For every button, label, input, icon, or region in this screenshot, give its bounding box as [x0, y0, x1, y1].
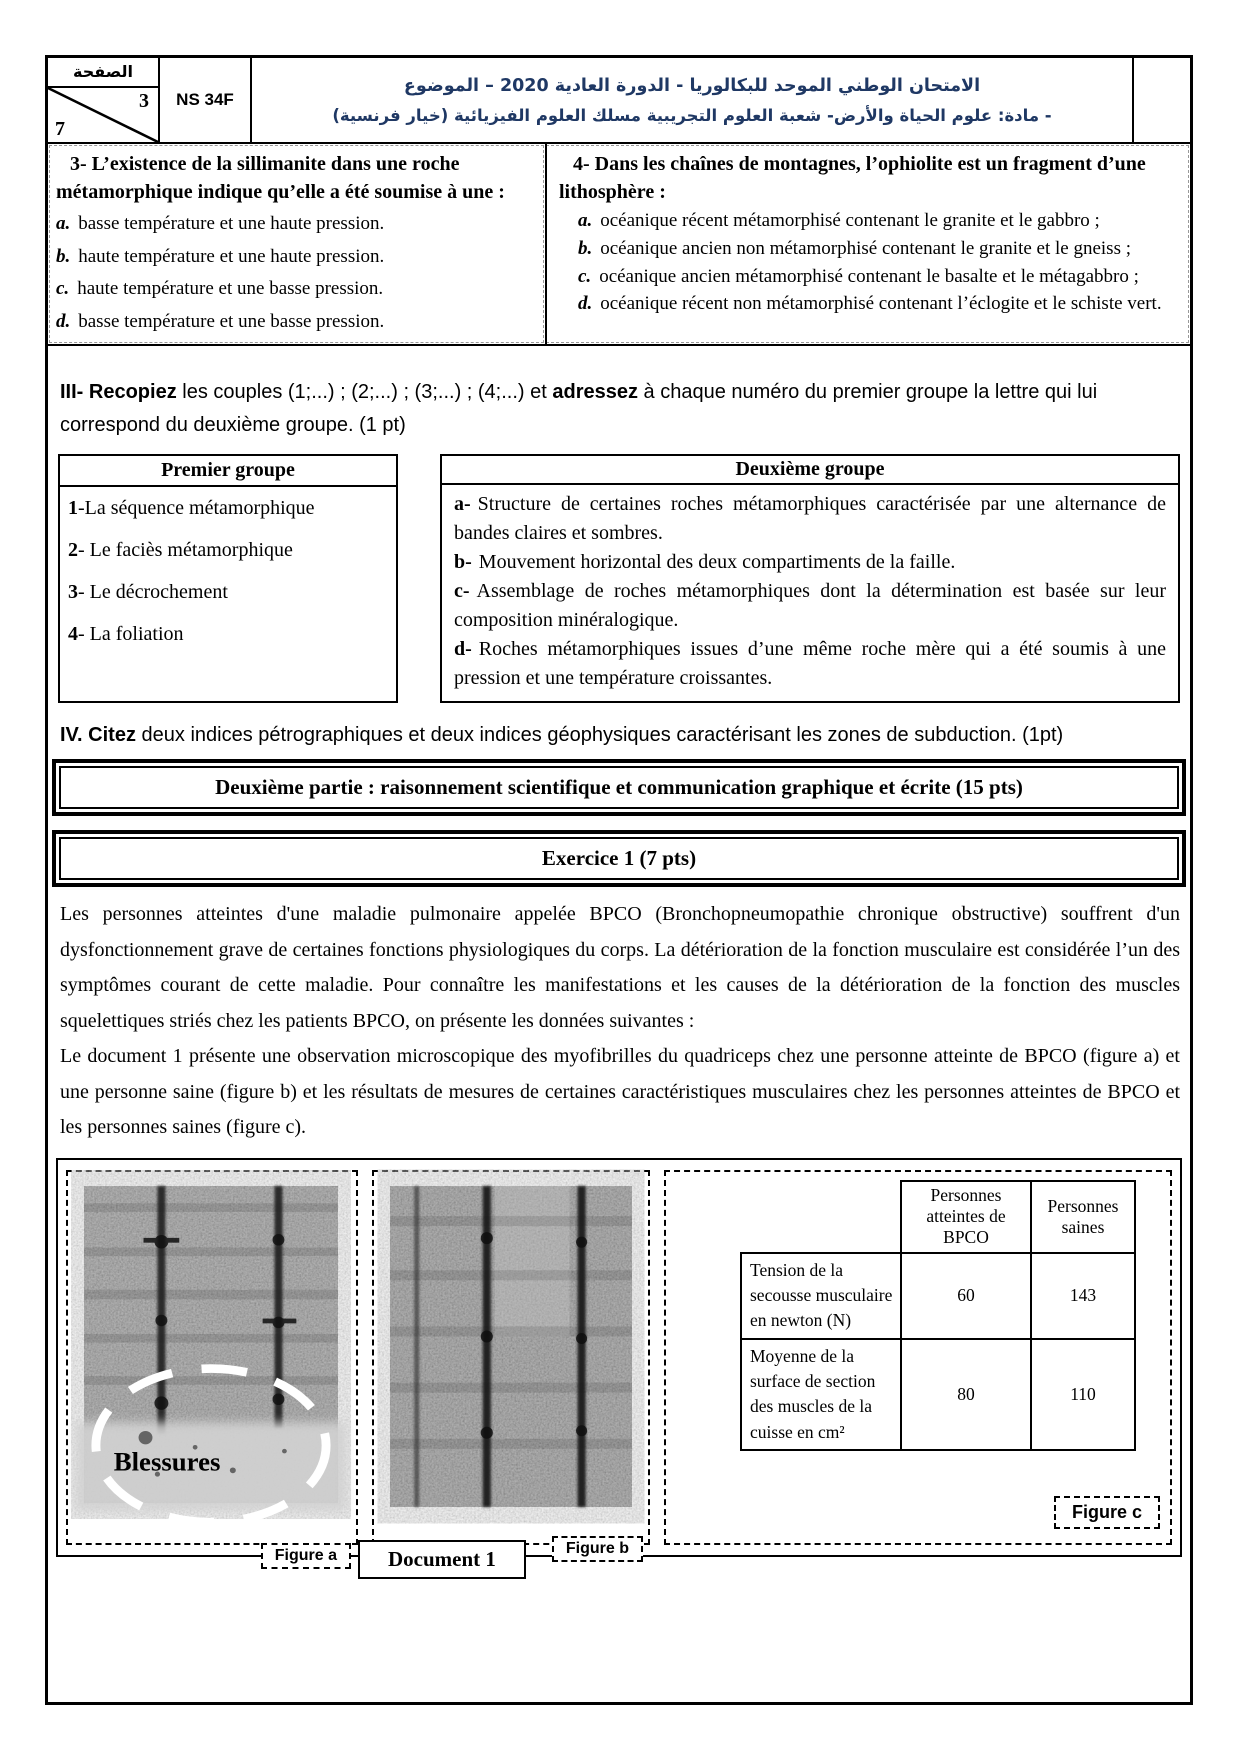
figure-b-image — [390, 1186, 632, 1507]
document-1 — [56, 1158, 1182, 1571]
column-header-saines: Personnes saines — [1031, 1181, 1135, 1253]
group1-body — [60, 487, 396, 671]
figure-a-image — [84, 1186, 338, 1503]
figure-c-tag: Figure c — [1054, 1496, 1160, 1529]
table-row — [741, 1339, 1135, 1451]
question-3-option-d: d. basse température et une basse pression. — [56, 310, 385, 332]
exam-title-line2: - مادة: علوم الحياة والأرض- شعبة العلوم التجريبية مسلك العلوم الفيزيائية (خيار فرنسية) — [332, 105, 1052, 125]
exercise1-banner-text: Exercice 1 (7 pts) — [59, 837, 1179, 880]
question-4-option-d: d. océanique récent non métamorphisé contenant l’éclogite et le schiste vert. — [578, 293, 1162, 315]
figure-a-tag: Figure a — [261, 1543, 351, 1569]
question-4 — [545, 144, 1190, 344]
section-3-instruction: III- Recopiez les couples (1;...) ; (2;...) ; (3;...) ; (4;...) et adressez à chaque numéro du premier groupe la lettre qui lui correspond du deuxième groupe. (1 pt) — [60, 381, 1098, 436]
group2-item: b- Mouvement horizontal des deux compartiments de la faille. — [454, 551, 956, 573]
group2-item: c- Assemblage de roches métamorphiques dont la détermination est basée sur leur composition minéralogique. — [454, 580, 1166, 631]
group2-item: d- Roches métamorphiques issues d’une même roche mère qui a été soumis à une pression et une température croissantes. — [454, 638, 1166, 689]
group1-item: 4- La foliation — [68, 623, 184, 645]
group1-header: Premier groupe — [60, 456, 396, 487]
group1-item: 2- Le faciès métamorphique — [68, 539, 293, 561]
qcm-section — [48, 144, 1190, 346]
group2-body — [442, 485, 1178, 701]
exercise1-paragraph-1: Les personnes atteintes d'une maladie pulmonaire appelée BPCO (Bronchopneumopathie chronique obstructive) souffrent d'un dysfonctionnement grave de certaines fonctions physiologiques du corps. La détérioration de la fonction musculaire est considérée l’un des symptômes courant de cette maladie. Pour connaître les manifestations et les causes de la détérioration de la fonction des muscles squelettiques striés chez les patients BPCO, on présente les données suivantes : — [60, 903, 1180, 1032]
page-number-cell — [48, 58, 160, 142]
value-surface-bpco: 80 — [901, 1339, 1031, 1451]
question-4-option-c: c. océanique ancien métamorphisé contenant le basalte et le métagabbro ; — [578, 265, 1139, 287]
row-label-surface: Moyenne de la surface de section des muscles de la cuisse en cm² — [741, 1339, 901, 1451]
group2-item: a- Structure de certaines roches métamorphiques caractérisée par une alternance de bandes claires et sombres. — [454, 493, 1166, 544]
page-fraction — [48, 88, 158, 142]
question-3-option-a: a. basse température et une haute pression. — [56, 213, 385, 234]
exam-code: NS 34F — [160, 58, 252, 142]
value-surface-saines: 110 — [1031, 1339, 1135, 1451]
column-header-bpco: Personnes atteintes de BPCO — [901, 1181, 1031, 1253]
row-label-tension: Tension de la secousse musculaire en newton (N) — [741, 1253, 901, 1339]
column-divider — [545, 144, 547, 344]
group1-item: 1-La séquence métamorphique — [68, 497, 315, 519]
question-4-title: 4- Dans les chaînes de montagnes, l’ophiolite est un fragment d’une lithosphère : — [559, 153, 1146, 203]
figure-c — [664, 1170, 1172, 1545]
question-3-option-b: b. haute température et une haute pression. — [56, 245, 385, 267]
group2-header: Deuxième groupe — [442, 456, 1178, 485]
figure-b-tag: Figure b — [552, 1536, 643, 1562]
question-4-option-b: b. océanique ancien non métamorphisé contenant le granite et le gneiss ; — [578, 237, 1131, 259]
empty-corner-cell — [741, 1181, 901, 1253]
exam-title-line1: الامتحان الوطني الموحد للبكالوريا - الدورة العادية 2020 – الموضوع — [403, 76, 981, 97]
figure-c-table — [740, 1180, 1136, 1452]
exercise1-banner — [52, 830, 1186, 887]
group1-item: 3- Le décrochement — [68, 581, 228, 603]
question-3 — [48, 144, 545, 344]
question-4-option-a: a. océanique récent métamorphisé contenant le granite et le gabbro ; — [578, 210, 1100, 231]
page-frame — [45, 55, 1193, 1705]
question-3-option-c: c. haute température et une basse pression. — [56, 278, 384, 299]
header-right-cell — [1134, 58, 1190, 142]
question-3-title: 3- L’existence de la sillimanite dans une roche métamorphique indique qu’elle a été soumise à une : — [56, 153, 505, 203]
header — [48, 58, 1190, 144]
page-number: 3 — [139, 90, 149, 112]
blessures-annotation: Blessures — [113, 1447, 221, 1476]
group2-table — [440, 454, 1180, 703]
part2-banner-text: Deuxième partie : raisonnement scientifique et communication graphique et écrite (15 pts) — [59, 766, 1179, 809]
part2-banner — [52, 759, 1186, 816]
value-tension-bpco: 60 — [901, 1253, 1031, 1339]
exercise1-paragraph-2: Le document 1 présente une observation microscopique des myofibrilles du quadriceps chez une personne atteinte de BPCO (figure a) et une personne saine (figure b) et les résultats de mesures de certaines caractéristiques musculaires chez les personnes atteintes de BPCO et les personnes saines (figure c). — [60, 1045, 1180, 1138]
matching-tables — [58, 454, 1180, 703]
document-1-label: Document 1 — [358, 1540, 526, 1579]
page-total: 7 — [55, 118, 65, 140]
figure-a — [66, 1170, 358, 1564]
table-row — [741, 1253, 1135, 1339]
group1-table — [58, 454, 398, 703]
exam-title — [252, 58, 1134, 142]
figure-b — [372, 1170, 650, 1557]
section-4-instruction: IV. Citez deux indices pétrographiques et deux indices géophysiques caractérisant les zones de subduction. (1pt) — [60, 724, 1064, 746]
page-label: الصفحة — [48, 58, 158, 88]
value-tension-saines: 143 — [1031, 1253, 1135, 1339]
